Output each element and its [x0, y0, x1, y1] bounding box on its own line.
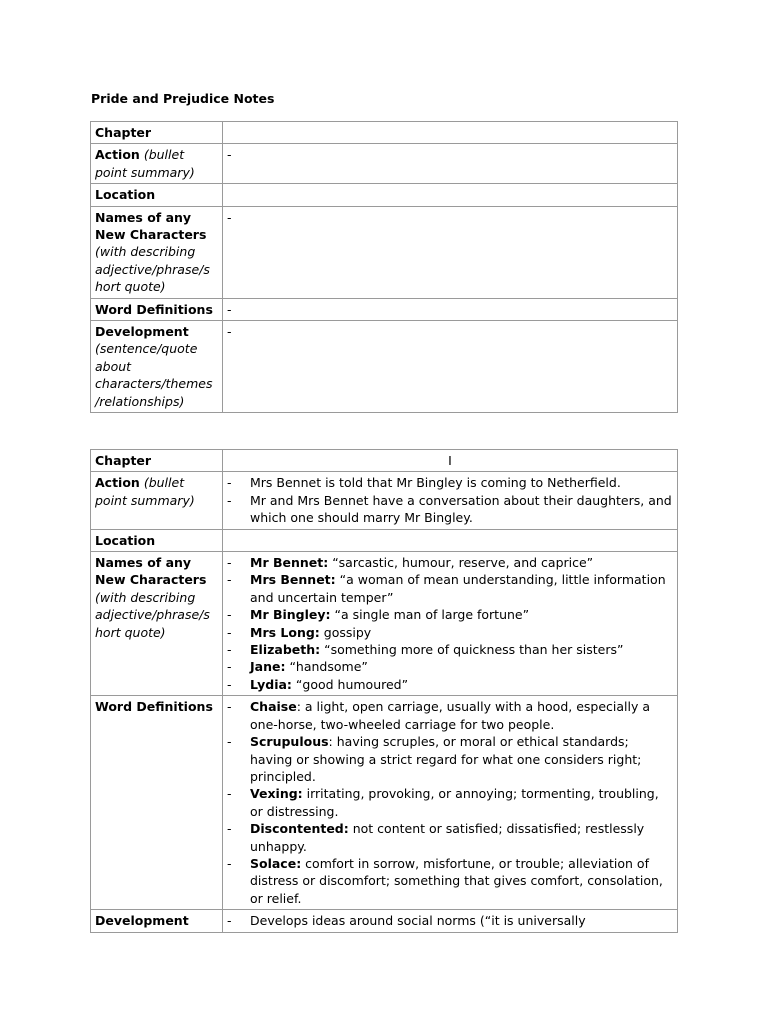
development-label: Development [95, 913, 189, 929]
list-item [227, 855, 673, 907]
character-desc: gossipy [319, 624, 372, 640]
definition-text: not content or satisfied; dissatisfied; restlessly unhappy. [250, 821, 645, 854]
development-value: - [223, 321, 678, 413]
table-row [91, 122, 678, 144]
words-label: Word Definitions [95, 301, 213, 317]
location-value [223, 529, 678, 551]
definition-term: Scrupulous [250, 734, 329, 750]
words-value: - [223, 298, 678, 320]
words-label: Word Definitions [95, 699, 213, 715]
chapter-label: Chapter [95, 125, 152, 140]
table-row [91, 552, 678, 696]
action-label: Action [95, 147, 140, 163]
characters-value: - [223, 206, 678, 298]
list-item: - Develops ideas around social norms (“it is universally [227, 912, 673, 929]
list-item [227, 606, 673, 623]
characters-list [227, 554, 673, 693]
list-item [227, 733, 673, 785]
definition-term: Discontented: [250, 821, 349, 837]
list-item: - Mr and Mrs Bennet have a conversation about their daughters, and which one should marry Mr Bingley. [227, 492, 673, 527]
table-row [91, 206, 678, 298]
definition-text: irritating, provoking, or annoying; tormenting, troubling, or distressing. [250, 786, 659, 819]
list-item [227, 641, 673, 658]
list-item [227, 785, 673, 820]
chapter-value [223, 122, 678, 144]
character-name: Mr Bennet: [250, 555, 329, 571]
character-desc: “a woman of mean understanding, little information and uncertain temper” [250, 572, 666, 605]
development-hint: (sentence/quote about characters/themes /relationships) [95, 341, 213, 409]
list-item [227, 571, 673, 606]
list-item [227, 676, 673, 693]
location-label: Location [95, 532, 156, 548]
definitions-list [227, 698, 673, 907]
table-row [91, 696, 678, 910]
list-item [227, 554, 673, 571]
table-row [91, 472, 678, 529]
definition-text: : a light, open carriage, usually with a hood, especially a one-horse, two-wheeled carriage for two people. [250, 699, 651, 732]
table-row [91, 298, 678, 320]
list-item [227, 820, 673, 855]
table-row [91, 144, 678, 184]
location-label: Location [95, 187, 156, 203]
action-label: Action [95, 475, 140, 491]
character-desc: “sarcastic, humour, reserve, and caprice” [328, 555, 594, 571]
characters-hint: (with describing adjective/phrase/s hort quote) [95, 589, 210, 640]
character-name: Mrs Long: [250, 624, 320, 640]
character-desc: “handsome” [285, 659, 368, 675]
definition-text: comfort in sorrow, misfortune, or trouble; alleviation of distress or discomfort; something that gives comfort, consolation, or relief. [250, 855, 663, 906]
definition-text: : having scruples, or moral or ethical standards; having or showing a strict regard for what one considers right; principled. [250, 734, 642, 784]
action-value: - [223, 144, 678, 184]
chapter-label: Chapter [95, 453, 152, 468]
list-item [227, 624, 673, 641]
character-name: Jane: [250, 659, 286, 675]
definition-term: Vexing: [250, 786, 303, 802]
blank-notes-table [90, 121, 678, 413]
table-row [91, 910, 678, 932]
development-list [227, 912, 673, 929]
table-row [91, 529, 678, 551]
list-item [227, 658, 673, 675]
list-item: - Mrs Bennet is told that Mr Bingley is coming to Netherfield. [227, 474, 673, 491]
table-row [91, 450, 678, 472]
document-title: Pride and Prejudice Notes [91, 91, 275, 106]
definition-term: Solace: [250, 855, 302, 871]
action-hint: (bullet point summary) [95, 475, 195, 508]
chapter-one-table [90, 449, 678, 933]
character-name: Mrs Bennet: [250, 572, 336, 588]
action-hint: (bullet point summary) [95, 147, 195, 180]
characters-label: Names of any New Characters [95, 209, 207, 243]
characters-hint: (with describing adjective/phrase/s hort quote) [95, 244, 210, 295]
development-label: Development [95, 324, 189, 340]
character-name: Lydia: [250, 676, 292, 692]
definition-term: Chaise [250, 699, 297, 715]
characters-label: Names of any New Characters [95, 555, 207, 588]
character-name: Mr Bingley: [250, 607, 331, 623]
table-row [91, 321, 678, 413]
character-desc: “good humoured” [291, 676, 409, 692]
location-value [223, 184, 678, 206]
character-name: Elizabeth: [250, 642, 321, 658]
list-item [227, 698, 673, 733]
table-row [91, 184, 678, 206]
character-desc: “something more of quickness than her sisters” [320, 642, 624, 658]
action-list [227, 474, 673, 526]
chapter-number: I [223, 450, 678, 472]
character-desc: “a single man of large fortune” [330, 607, 530, 623]
